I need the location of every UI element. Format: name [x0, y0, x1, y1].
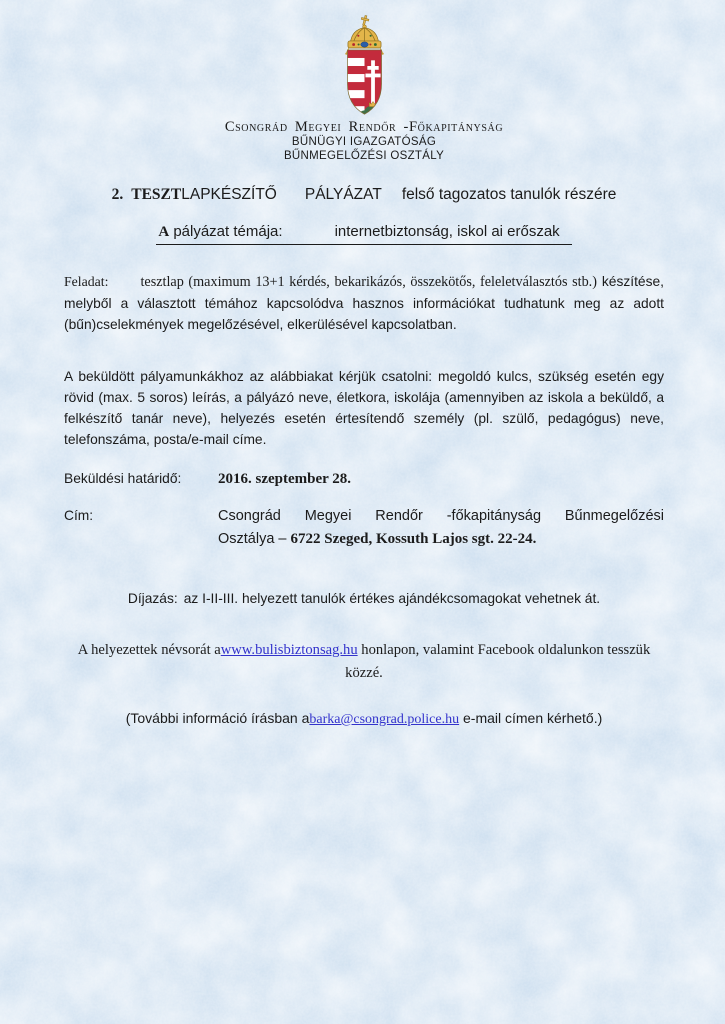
- address-value-line2-regular: Osztálya –: [218, 531, 291, 547]
- deadline-value: 2016. szeptember 28.: [218, 471, 352, 487]
- org-name-line3: BŰNMEGELŐZÉSI OSZTÁLY: [283, 150, 445, 162]
- hungarian-coat-of-arms-icon: [336, 14, 393, 118]
- address-value-line2: [218, 528, 664, 551]
- contest-title: [64, 186, 664, 204]
- results-prefix: A helyezettek névsorát a: [77, 642, 221, 658]
- contest-title-word: PÁLYÁZAT: [304, 186, 382, 203]
- results-website-link[interactable]: www.bulisbiztonsag.hu: [220, 642, 358, 658]
- contest-number: 2.: [111, 186, 124, 203]
- address-label: Cím:: [64, 508, 94, 523]
- deadline-label: Beküldési határidő:: [64, 471, 182, 486]
- results-line: [64, 639, 664, 685]
- task-label: Feladat:: [64, 274, 109, 289]
- org-header: [64, 120, 664, 163]
- subject-value: internetbiztonság, iskol ai erőszak: [334, 223, 560, 240]
- task-intro: tesztlap (maximum 13+1 kérdés, bekarikázós, összekötős, feleletválasztós stb.): [140, 274, 597, 290]
- address-value-line1: Csongrád Megyei Rendőr -főkapitányság Bűnmegelőzési: [218, 508, 664, 524]
- prize-label: Díjazás:: [127, 591, 178, 606]
- address-value-line2-bold: 6722 Szeged, Kossuth Lajos sgt. 22-24.: [290, 531, 537, 547]
- address-row: [64, 505, 664, 551]
- address-value: [218, 505, 664, 551]
- subject-underline: [156, 223, 571, 245]
- results-suffix: honlapon, valamint Facebook oldalunkon tesszük közzé.: [345, 642, 651, 681]
- prize-line: [64, 591, 664, 606]
- org-name-line2: BŰNÜGYI IGAZGATÓSÁG: [291, 136, 437, 148]
- task-paragraph: [64, 271, 664, 335]
- org-name-line1: Csongrád Megyei Rendőr -Főkapitányság: [224, 119, 504, 135]
- subject-label-initial: A: [158, 224, 170, 240]
- task-body: készítése, melyből a választott témához kapcsolódva hasznos információkat tudhatunk meg az adott (bűn)cselekmények megelőzésével, elkerülésével kapcsolatban.: [64, 274, 664, 332]
- contest-subject: [64, 223, 664, 245]
- contest-title-audience: felső tagozatos tanulók részére: [401, 186, 617, 203]
- attachments-paragraph: A beküldött pályamunkákhoz az alábbiakat kérjük csatolni: megoldó kulcs, szükség esetén egy rövid (max. 5 soros) leírás, a pályázó neve, életkora, iskolája (amennyiben az iskola a beküldő, a felkészítő tanár neve), helyezés esetén értesítendő személy (pl. szülő, pedagógus) neve, telefonszáma, posta/e-mail címe.: [64, 369, 664, 447]
- info-prefix: (További információ írásban a: [125, 710, 310, 726]
- info-suffix: e-mail címen kérhető.): [459, 710, 603, 726]
- info-email-link[interactable]: barka@csongrad.police.hu: [309, 712, 460, 727]
- contest-title-rest: LAPKÉSZÍTŐ: [181, 186, 277, 203]
- contest-title-serif-part: TESZT: [131, 186, 182, 203]
- subject-label: pályázat témája:: [169, 223, 283, 240]
- document: [64, 0, 664, 728]
- deadline-row: [64, 471, 664, 488]
- prize-text: az I-II-III. helyezett tanulók értékes ajándékcsomagokat vehetnek át.: [183, 591, 601, 606]
- info-line: [64, 710, 664, 728]
